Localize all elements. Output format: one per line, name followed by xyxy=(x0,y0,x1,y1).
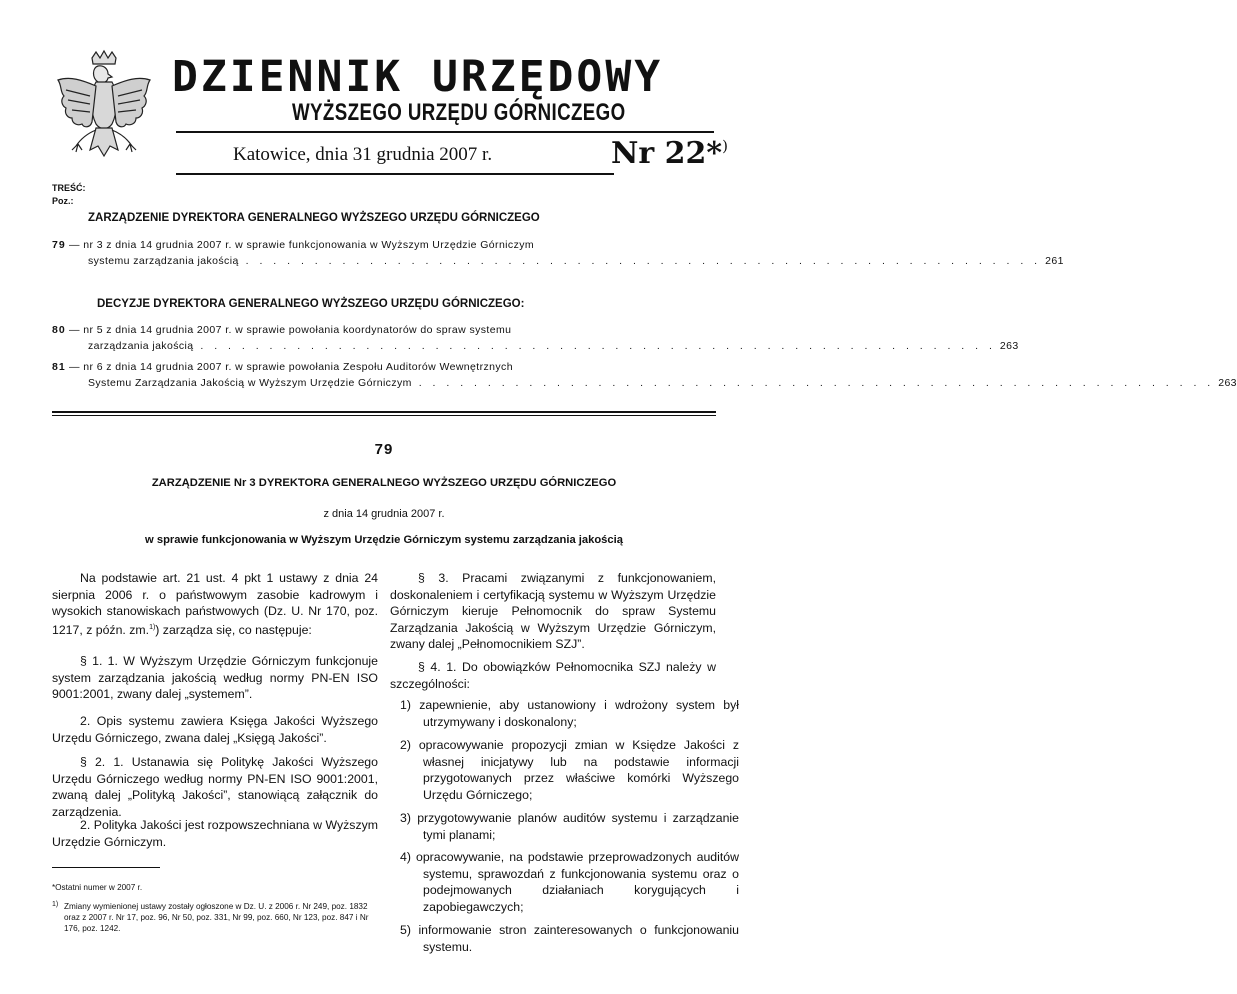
toc-entry-number: 81 xyxy=(52,361,66,373)
footnote-star: *Ostatni numer w 2007 r. xyxy=(52,883,143,892)
list-item: 2) opracowywanie propozycji zmian w Księdze Jakości z własnej inicjatywy lub na podstawie informacji przygotowanych przez właściwe komórki Wyższego Urzędu Górniczego; xyxy=(400,738,739,802)
toc-entry-line: systemu zarządzania jakością xyxy=(88,255,239,267)
toc-label: TREŚĆ: xyxy=(52,183,86,193)
toc-leader: . . . . . . . . . . . . . . . . . . . . . . . . . . . . . . . . . . . . . . . . . . . . . . . . . . . . . . . . . . xyxy=(193,340,996,352)
toc-entry-page: 263 xyxy=(1218,377,1237,389)
footnote-mark: 1) xyxy=(52,901,59,908)
footnote-rule xyxy=(52,867,160,868)
toc-leader: . . . . . . . . . . . . . . . . . . . . . . . . . . . . . . . . . . . . . . . . . . . . . . . . . . . . . . . . . . xyxy=(411,377,1215,389)
paragraph: § 2. 1. Ustanawia się Politykę Jakości Wyższego Urzędu Górniczego według normy PN-EN ISO 9001:2001, zwaną dalej „Polityką Jakości”, stanowiącą załącznik do zarządzenia. xyxy=(52,755,378,819)
issue-label: Nr 22* xyxy=(611,136,723,171)
paragraph: 2. Opis systemu zawiera Księga Jakości Wyższego Urzędu Górniczego, zwana dalej „Księgą Jakości”. xyxy=(52,714,378,745)
toc-section-heading: DECYZJE DYREKTORA GENERALNEGO WYŻSZEGO URZĘDU GÓRNICZEGO: xyxy=(97,298,525,310)
toc-entry-dash: — xyxy=(69,361,80,373)
paragraph: 2. Polityka Jakości jest rozpowszechniana w Wyższym Urzędzie Górniczym. xyxy=(52,818,378,849)
intro-paragraph xyxy=(52,570,378,638)
toc-entry-number: 80 xyxy=(52,324,66,336)
paragraph: § 4. 1. Do obowiązków Pełnomocnika SZJ należy w szczególności: xyxy=(390,660,716,691)
footnote-ref: 1) xyxy=(149,623,156,631)
toc-entry-page: 261 xyxy=(1045,255,1064,267)
list-item: 1) zapewnienie, aby ustanowiony i wdrożony system był utrzymywany i doskonalony; xyxy=(400,698,739,729)
journal-title: DZIENNIK URZĘDOWY xyxy=(172,52,664,102)
header-rule-top xyxy=(176,131,714,133)
toc-entry[interactable] xyxy=(52,237,1064,269)
journal-subtitle: WYŻSZEGO URZĘDU GÓRNICZEGO xyxy=(292,99,626,126)
intro-text: Na podstawie art. 21 ust. 4 pkt 1 ustawy z dnia 24 sierpnia 2006 r. o państwowym zasobie kadrowym i wysokich stanowiskach państwowych (Dz. U. Nr 170, poz. 1217, z późn. zm. xyxy=(52,571,378,637)
toc-entry[interactable] xyxy=(52,359,1237,391)
toc-entry-number: 79 xyxy=(52,239,66,251)
toc-entry-line: nr 3 z dnia 14 grudnia 2007 r. w sprawie funkcjonowania w Wyższym Urzędzie Górniczym xyxy=(83,239,535,251)
list-item: 4) opracowywanie, na podstawie przeprowadzonych auditów systemu, sprawozdań z funkcjonowania systemu oraz o podejmowanych działaniach korygujących i zapobiegawczych; xyxy=(400,850,739,914)
article-number: 79 xyxy=(374,441,394,458)
article-title: ZARZĄDZENIE Nr 3 DYREKTORA GENERALNEGO WYŻSZEGO URZĘDU GÓRNICZEGO xyxy=(151,477,617,489)
toc-divider xyxy=(52,411,716,413)
toc-entry-page: 263 xyxy=(999,340,1019,352)
toc-entry-line: nr 6 z dnia 14 grudnia 2007 r. w sprawie powołania Zespołu Auditorów Wewnętrznych xyxy=(83,361,513,373)
list-item: 5) informowanie stron zainteresowanych o funkcjonowaniu systemu. xyxy=(400,923,739,954)
article-subject: w sprawie funkcjonowania w Wyższym Urzędzie Górniczym systemu zarządzania jakością xyxy=(145,534,623,546)
toc-entry-line: nr 5 z dnia 14 grudnia 2007 r. w sprawie powołania koordynatorów do spraw systemu xyxy=(83,324,512,336)
issue-mark: ) xyxy=(722,137,728,155)
paragraph: § 3. Pracami związanymi z funkcjonowaniem, doskonaleniem i certyfikacją systemu w Wyższym Urzędzie Górniczym kieruje Pełnomocnik do spraw Systemu Zarządzania Jakością w Wyższym Urzędzie Górniczym, zwany dalej „Pełnomocnikiem SZJ”. xyxy=(390,571,716,651)
footnote xyxy=(52,901,378,934)
toc-divider xyxy=(52,415,716,416)
intro-end: ) zarządza się, co następuje: xyxy=(155,622,312,637)
place-date: Katowice, dnia 31 grudnia 2007 r. xyxy=(233,144,493,165)
toc-entry-line: zarządzania jakością xyxy=(88,340,194,352)
eagle-emblem-icon xyxy=(52,50,156,172)
header-rule-bottom xyxy=(176,173,614,175)
footnote-text: Zmiany wymienionej ustawy zostały ogłoszone w Dz. U. z 2006 r. Nr 249, poz. 1832 oraz z 2007 r. Nr 17, poz. 96, Nr 50, poz. 331, Nr 99, poz. 660, Nr 123, poz. 847 i Nr 176, poz. 1242. xyxy=(64,902,369,933)
toc-entry-dash: — xyxy=(69,239,80,251)
poz-label: Poz.: xyxy=(52,196,74,206)
issue-number xyxy=(611,136,728,171)
toc-leader: . . . . . . . . . . . . . . . . . . . . . . . . . . . . . . . . . . . . . . . . . . . . . . . . . . . . . . . . . . xyxy=(238,255,1042,267)
toc-section-heading: ZARZĄDZENIE DYREKTORA GENERALNEGO WYŻSZEGO URZĘDU GÓRNICZEGO xyxy=(88,212,540,224)
paragraph: § 1. 1. W Wyższym Urzędzie Górniczym funkcjonuje system zarządzania jakością według normy PN-EN ISO 9001:2001, zwany dalej „systemem”. xyxy=(52,654,378,701)
toc-entry[interactable] xyxy=(52,322,1019,354)
toc-entry-dash: — xyxy=(69,324,80,336)
list-item: 3) przygotowywanie planów auditów systemu i zarządzanie tymi planami; xyxy=(400,811,739,842)
article-date: z dnia 14 grudnia 2007 r. xyxy=(323,508,445,520)
toc-entry-line: Systemu Zarządzania Jakością w Wyższym Urzędzie Górniczym xyxy=(88,377,412,389)
